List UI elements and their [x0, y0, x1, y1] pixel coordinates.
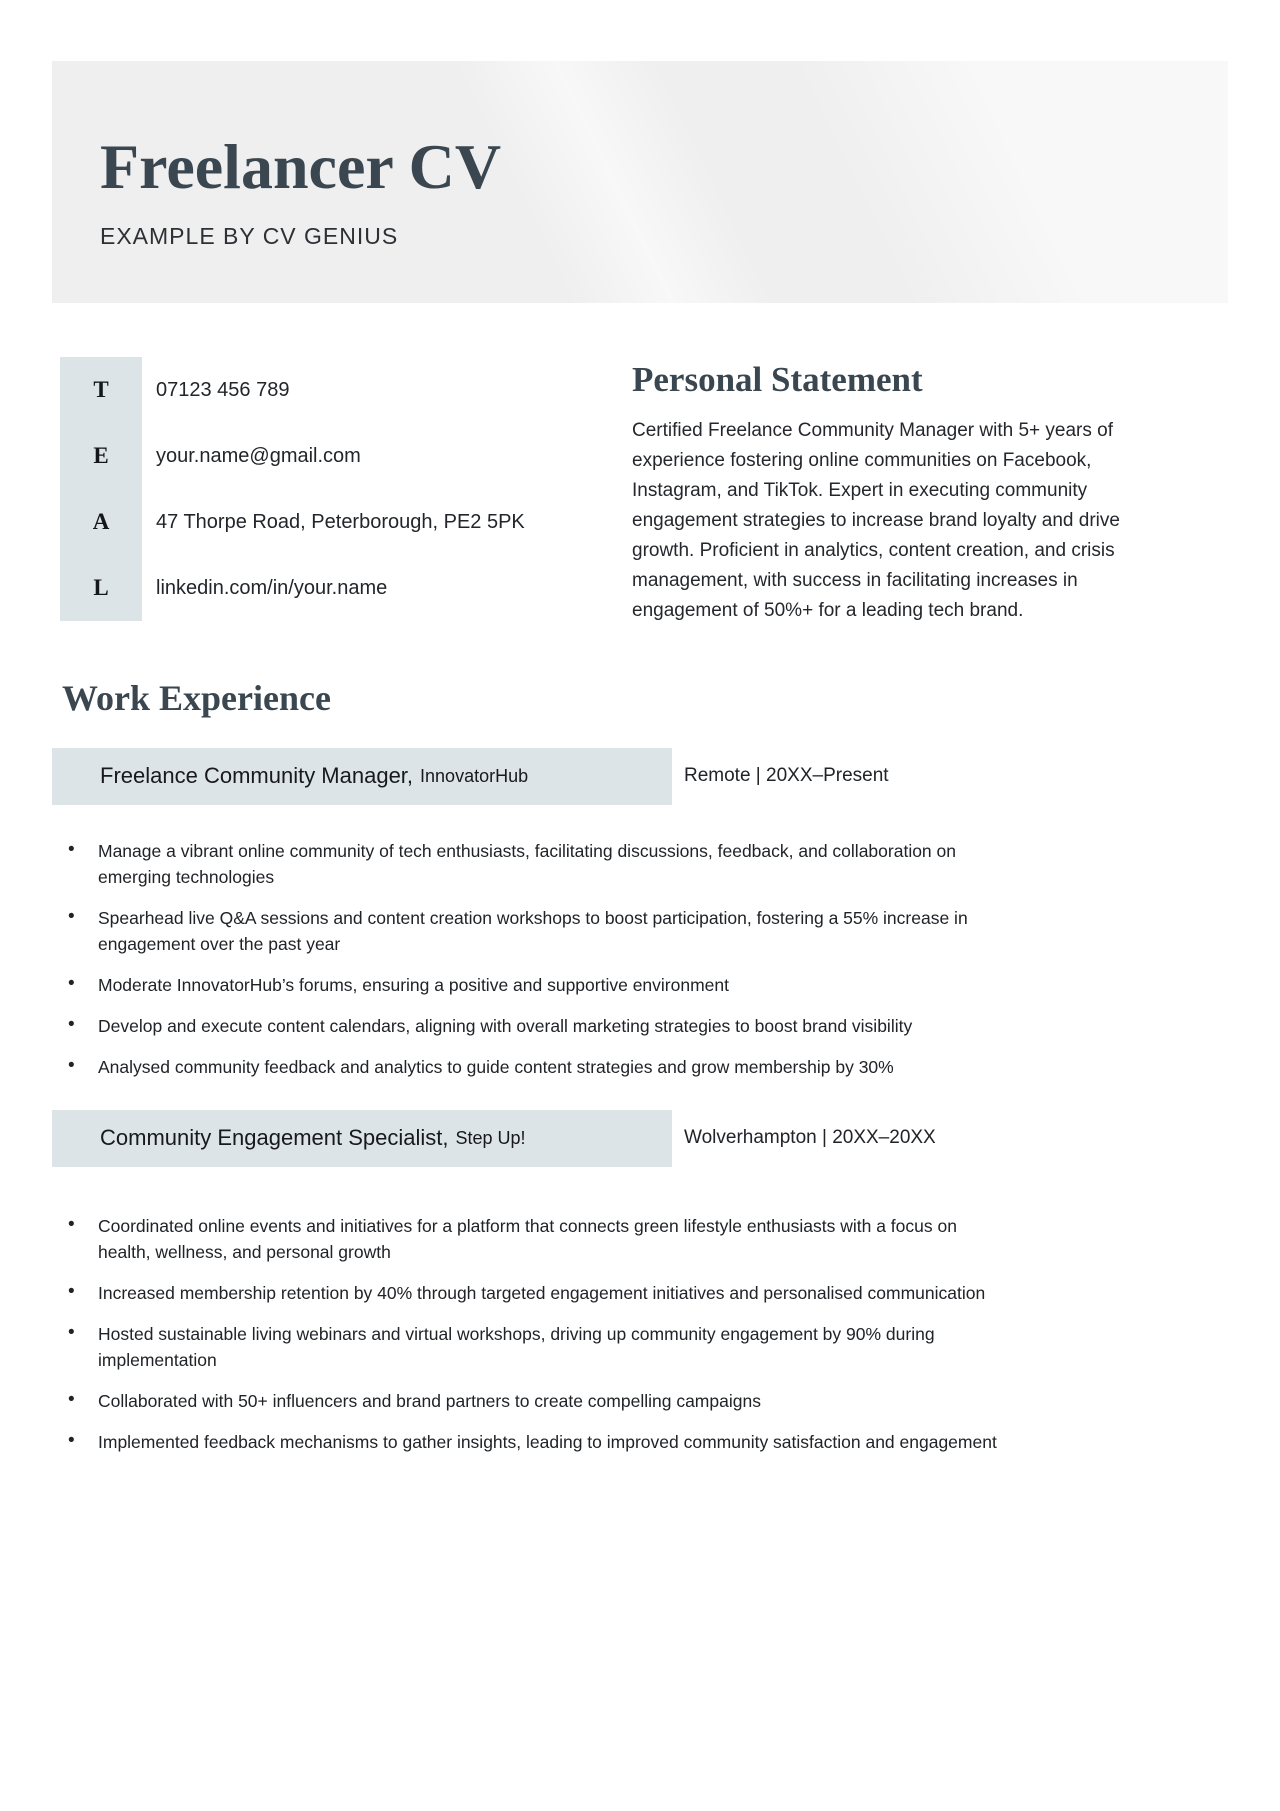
- job-header-row: [52, 748, 1228, 805]
- contact-block: [52, 357, 632, 621]
- contact-label-phone: T: [60, 357, 142, 423]
- job-company: InnovatorHub: [420, 765, 529, 786]
- job-bullet: • Develop and execute content calendars, aligning with overall marketing strategies to boost brand visibility: [52, 1013, 998, 1039]
- job-title: Community Engagement Specialist,: [100, 1125, 449, 1150]
- job-bullet: • Implemented feedback mechanisms to gather insights, leading to improved community satisfaction and engagement: [52, 1429, 998, 1455]
- job-section-freelance-community-manager: [0, 748, 1280, 1080]
- work-experience-heading: Work Experience: [62, 677, 331, 718]
- job-bullet: • Manage a vibrant online community of tech enthusiasts, facilitating discussions, feedback, and collaboration on emerging technologies: [52, 838, 998, 890]
- job-bullet: • Increased membership retention by 40% through targeted engagement initiatives and personalised communication: [52, 1280, 998, 1306]
- job-titlebar: [52, 1110, 672, 1167]
- job-bullet: • Spearhead live Q&A sessions and content creation workshops to boost participation, fostering a 55% increase in engagement over the past year: [52, 905, 998, 957]
- contact-row-email: [60, 423, 632, 489]
- contact-label-email: E: [60, 423, 142, 489]
- personal-statement-section: [632, 357, 1228, 626]
- job-bullet: • Coordinated online events and initiatives for a platform that connects green lifestyle enthusiasts with a focus on health, wellness, and personal growth: [52, 1213, 998, 1265]
- personal-statement-heading: Personal Statement: [632, 360, 923, 399]
- job-bullet: • Hosted sustainable living webinars and virtual workshops, driving up community engagement by 90% during implementation: [52, 1321, 998, 1373]
- job-bullet-list: [52, 1213, 1228, 1455]
- job-location-dates: Wolverhampton | 20XX–20XX: [684, 1127, 936, 1148]
- contact-list: [60, 357, 632, 621]
- job-company: Step Up!: [455, 1127, 526, 1148]
- job-header-row: [52, 1110, 1228, 1167]
- job-bullet: • Analysed community feedback and analytics to guide content strategies and grow membership by 30%: [52, 1054, 998, 1080]
- contact-and-statement-row: [52, 357, 1228, 626]
- contact-label-linkedin: L: [60, 555, 142, 621]
- contact-label-address: A: [60, 489, 142, 555]
- contact-value-linkedin: linkedin.com/in/your.name: [156, 576, 388, 599]
- personal-statement-body: Certified Freelance Community Manager with 5+ years of experience fostering online communities on Facebook, Instagram, and TikTok. Expert in executing community engagement strategies to increase brand loyalty and drive growth. Proficient in analytics, content creation, and crisis management, with success in facilitating increases in engagement of 50%+ for a leading tech brand.: [632, 419, 1120, 621]
- job-bullet: • Collaborated with 50+ influencers and brand partners to create compelling campaigns: [52, 1388, 998, 1414]
- contact-value-address: 47 Thorpe Road, Peterborough, PE2 5PK: [156, 510, 525, 533]
- contact-row-address: [60, 489, 632, 555]
- cv-title: Freelancer CV: [100, 131, 502, 202]
- contact-value-phone: 07123 456 789: [156, 378, 290, 401]
- cv-header: [52, 61, 1228, 303]
- job-titlebar: [52, 748, 672, 805]
- job-bullet: • Moderate InnovatorHub’s forums, ensuring a positive and supportive environment: [52, 972, 998, 998]
- contact-row-phone: [60, 357, 632, 423]
- job-location-dates: Remote | 20XX–Present: [684, 765, 889, 786]
- job-bullet-list: [52, 838, 1228, 1080]
- contact-row-linkedin: [60, 555, 632, 621]
- job-title: Freelance Community Manager,: [100, 763, 414, 788]
- contact-value-email: your.name@gmail.com: [156, 444, 361, 467]
- job-section-community-engagement-specialist: [0, 1110, 1280, 1455]
- cv-subtitle: EXAMPLE BY CV GENIUS: [100, 223, 399, 249]
